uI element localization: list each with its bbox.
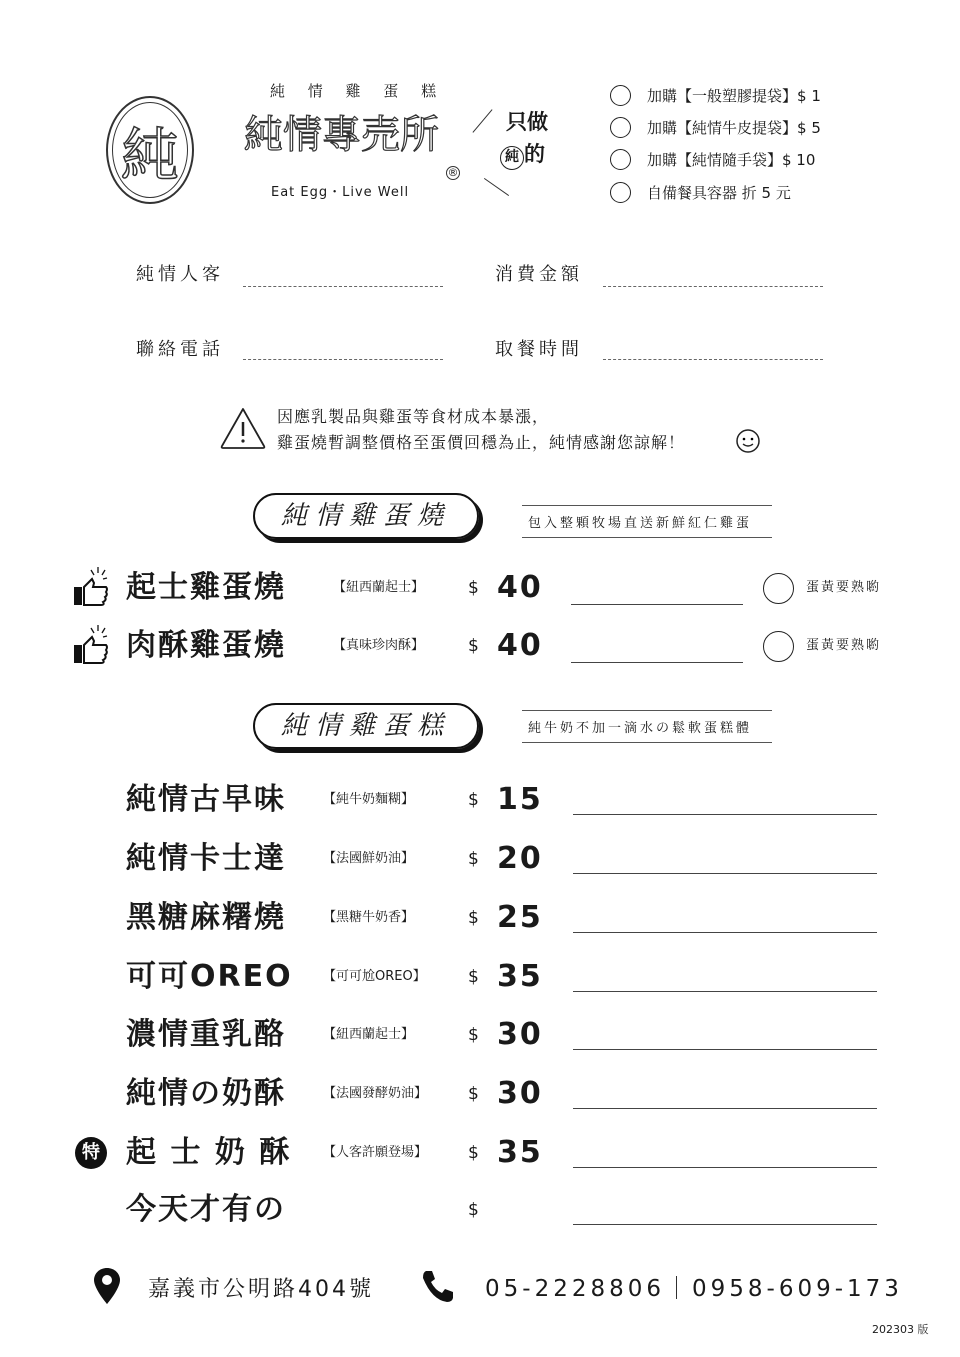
location-pin-icon [92,1266,122,1306]
customer-label: 純情人客 [136,264,224,285]
quantity-line[interactable] [571,662,743,663]
addon-checkbox[interactable] [610,149,631,170]
section-title-egg: 純情雞蛋燒 [253,493,479,539]
item-price: 40 [497,570,543,605]
thumbs-up-icon [72,565,112,613]
section-tagline-egg: 包入整顆牧場直送新鮮紅仁雞蛋 [522,505,772,538]
addon-option[interactable] [610,182,791,203]
addon-checkbox[interactable] [610,85,631,106]
addon-option[interactable] [610,85,821,106]
item-description: 【人客許願登場】 [323,1145,428,1160]
currency-symbol: $ [468,1025,479,1045]
registered-mark: ® [447,166,459,179]
item-description: 【純牛奶麵糊】 [323,792,415,807]
quantity-line[interactable] [573,932,877,933]
quantity-line[interactable] [573,1049,877,1050]
phone-field[interactable] [243,359,443,360]
stamp-end: 的 [524,142,545,166]
thumbs-up-icon [72,623,112,671]
divider-slash [484,178,509,196]
pickup-field[interactable] [603,359,823,360]
item-description: 【黑糖牛奶香】 [323,910,415,925]
currency-symbol: $ [468,1084,479,1104]
item-description: 【可可尬OREO】 [323,969,426,984]
brand-name: 純情專売所 [244,113,440,158]
yolk-cooked-checkbox[interactable] [763,631,794,662]
addon-label: 加購【一般塑膠提袋】$ 1 [647,87,821,105]
special-badge: 特 [75,1137,107,1169]
divider-slash [472,109,492,133]
customer-field[interactable] [243,286,443,287]
currency-symbol: $ [468,790,479,810]
item-price: 35 [497,1135,543,1170]
currency-symbol: $ [468,578,479,598]
amount-field[interactable] [603,286,823,287]
notice-line-2: 雞蛋燒暫調整價格至蛋價回穩為止，純情感謝您諒解！ [277,433,686,452]
addon-option[interactable] [610,149,815,170]
currency-symbol: $ [468,636,479,656]
addon-label: 加購【純情牛皮提袋】$ 5 [647,119,821,137]
addon-checkbox[interactable] [610,117,631,138]
currency-symbol: $ [468,967,479,987]
quantity-line[interactable] [573,873,877,874]
yolk-cooked-checkbox[interactable] [763,573,794,604]
stamp-circle: 純 [500,146,524,170]
currency-symbol: $ [468,1200,479,1220]
stamp-text: 只做 [506,110,548,134]
item-name: 肉酥雞蛋燒 [126,628,286,663]
version-label: 202303 版 [872,1323,929,1336]
phone-numbers[interactable]: 05-2228806｜0958-609-173 [485,1276,903,1302]
item-name: 純情卡士達 [126,841,286,876]
currency-symbol: $ [468,849,479,869]
item-name: 起 士 奶 酥 [126,1135,292,1170]
quantity-line[interactable] [571,604,743,605]
pickup-label: 取餐時間 [495,339,583,360]
item-description: 【法國鮮奶油】 [323,851,415,866]
stamp [500,106,570,170]
warning-icon [219,406,267,450]
item-price: 20 [497,841,543,876]
quantity-line[interactable] [573,814,877,815]
quantity-line[interactable] [573,991,877,992]
item-description: 【紐西蘭起士】 [323,1027,415,1042]
phone-icon [420,1268,456,1304]
item-price: 40 [497,628,543,663]
item-name: 可可OREO [126,959,293,994]
address: 嘉義市公明路404號 [148,1277,374,1302]
item-description: 【法國發酵奶油】 [323,1086,428,1101]
quantity-line[interactable] [573,1108,877,1109]
item-description: 【紐西蘭起士】 [333,580,425,595]
yolk-cooked-label: 蛋黃要熟喲 [806,580,882,595]
addon-option[interactable] [610,117,821,138]
smiley-icon [735,428,761,454]
yolk-cooked-label: 蛋黃要熟喲 [806,638,882,653]
section-title-cake: 純情雞蛋糕 [253,703,479,749]
addon-label: 自備餐具容器 折 5 元 [647,184,791,202]
item-name: 濃情重乳酪 [126,1017,286,1052]
item-name: 起士雞蛋燒 [126,570,286,605]
logo-char: 純 [120,121,179,189]
brand-slogan: Eat Egg・Live Well [271,185,410,200]
item-name: 純情の奶酥 [126,1076,286,1111]
addon-label: 加購【純情隨手袋】$ 10 [647,151,816,169]
item-price: 30 [497,1017,543,1052]
item-name: 黑糖麻糬燒 [126,900,286,935]
currency-symbol: $ [468,908,479,928]
phone-label: 聯絡電話 [136,339,224,360]
item-price: 25 [497,900,543,935]
notice-line-1: 因應乳製品與雞蛋等食材成本暴漲， [277,407,550,426]
item-name: 今天才有の [126,1192,286,1227]
addon-checkbox[interactable] [610,182,631,203]
section-tagline-cake: 純牛奶不加一滴水の鬆軟蛋糕體 [522,710,772,743]
item-name: 純情古早味 [126,782,286,817]
quantity-line[interactable] [573,1167,877,1168]
currency-symbol: $ [468,1143,479,1163]
amount-label: 消費金額 [495,264,583,285]
item-price: 35 [497,959,543,994]
item-description: 【真味珍肉酥】 [333,638,425,653]
item-price: 15 [497,782,543,817]
quantity-line[interactable] [573,1224,877,1225]
brand-subtitle: 純 情 雞 蛋 糕 [270,82,446,100]
item-price: 30 [497,1076,543,1111]
